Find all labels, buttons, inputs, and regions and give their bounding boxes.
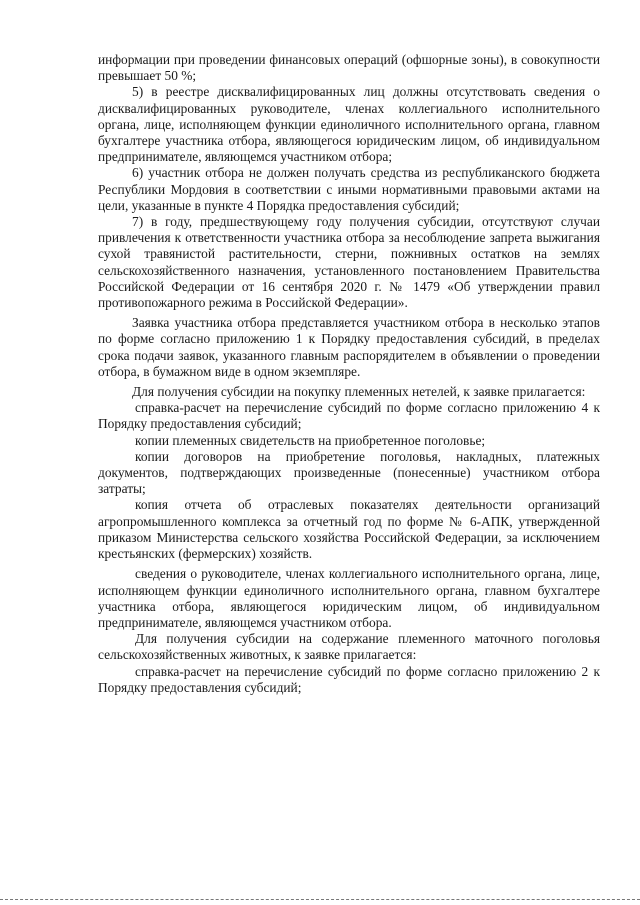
paragraph-livestock-intro: Для получения субсидии на содержание племенного маточного поголовья сельскохозяйственных животных, к заявке прилагается: (98, 631, 600, 663)
paragraph-heifers-intro: Для получения субсидии на покупку племенных нетелей, к заявке прилагается: (132, 384, 586, 400)
paragraph-management-info: сведения о руководителе, членах коллегиального исполнительного органа, лице, исполняющем функции единоличного исполнительного органа, главном бухгалтере участника отбора, являющегося юридическим лицом, об индивидуальном предпринимателе, являющемся участником отбора. (98, 566, 600, 630)
paragraph-application: Заявка участника отбора представляется участником отбора в несколько этапов по форме согласно приложению 1 к Порядку предоставления субсидий, в пределах срока подачи заявок, указанного главным распорядителем в объявлении о проведении отбора, в бумажном виде в одном экземпляре. (98, 315, 600, 379)
paragraph-item-7: 7) в году, предшествующему году получения субсидии, отсутствуют случаи привлечения к ответственности участника отбора за несоблюдение запрета выжигания сухой травянистой растительности, стерни, пожнивных остатков на землях сельскохозяйственного назначения, установленного постановлением Правительства Российской Федерации от 16 сентября 2020 г. № 1479 «Об утверждении правил противопожарного режима в Российской Федерации». (98, 214, 600, 311)
document-page (98, 52, 600, 696)
paragraph-calc-certificate-2: справка-расчет на перечисление субсидий по форме согласно приложению 2 к Порядку предоставления субсидий; (98, 663, 600, 695)
paragraph-offshore-continuation: информации при проведении финансовых операций (офшорные зоны), в совокупности превышает 50 %; (98, 52, 600, 84)
paragraph-breeding-certificates: копии племенных свидетельств на приобретенное поголовье; (135, 432, 486, 448)
paragraph-item-5: 5) в реестре дисквалифицированных лиц должны отсутствовать сведения о дисквалифицированных руководителе, членах коллегиального исполнительного органа, лице, исполняющем функции единоличного исполнительного органа, главном бухгалтере участника отбора, являющегося юридическим лицом, об индивидуальном предпринимателе, являющемся участником отбора; (98, 84, 600, 165)
paragraph-contract-copies: копии договоров на приобретение поголовья, накладных, платежных документов, подтверждающих произведенные (понесенные) участником отбора затраты; (98, 448, 600, 497)
page-bottom-rule (0, 899, 640, 900)
paragraph-6apk-report: копия отчета об отраслевых показателях деятельности организаций агропромышленного комплекса за отчетный год по форме № 6-АПК, утвержденной приказом Министерства сельского хозяйства Российской Федерации, за исключением крестьянских (фермерских) хозяйств. (98, 497, 600, 562)
paragraph-item-6: 6) участник отбора не должен получать средства из республиканского бюджета Республики Мордовия в соответствии с иными нормативными правовыми актами на цели, указанные в пункте 4 Порядка предоставления субсидий; (98, 165, 600, 213)
paragraph-calc-certificate-4: справка-расчет на перечисление субсидий по форме согласно приложению 4 к Порядку предоставления субсидий; (98, 400, 600, 432)
